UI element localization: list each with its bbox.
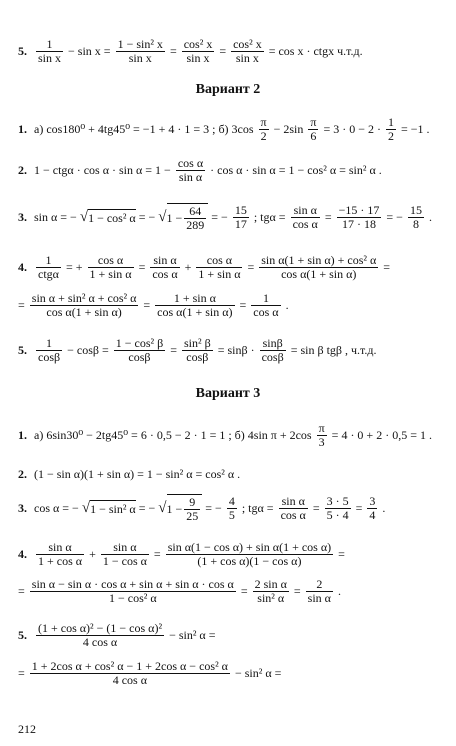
problem-number: 3. xyxy=(18,210,27,224)
problem-3-v3 xyxy=(18,494,385,523)
expression-text: = xyxy=(143,298,151,312)
problem-number: 4. xyxy=(18,260,27,274)
problem-number: 2. xyxy=(18,466,27,481)
expression-text: а) cos180⁰ + 4tg45⁰ = −1 + 4 · 1 = 3 ; б) 3cos xyxy=(34,122,254,136)
variant-2-heading: Вариант 2 xyxy=(195,82,261,97)
fraction: $\frac{\text{sin α + sin² α + cos² α}}{\text{cos α(1 + sin α)}}$ xyxy=(31,291,137,319)
problem-4-v3-line-1 xyxy=(18,541,345,568)
expression-text: а) 6sin30⁰ − 2tg45⁰ = 6 · 0,5 − 2 · 1 = 1 ; б) 4sin π + 2cos xyxy=(34,428,312,442)
expression-text: − 2sin xyxy=(273,122,304,136)
expression-text: sin α = − xyxy=(34,210,77,224)
expression-text: = xyxy=(153,547,161,561)
fraction: $\frac{15}{17}$ xyxy=(234,203,247,231)
expression-text: = −1 . xyxy=(400,122,430,136)
fraction: $\frac{-15 \cdot 17}{17 \cdot 18}$ xyxy=(338,203,380,231)
fraction: $\frac{\pi}{2}$ xyxy=(260,115,267,143)
expression-text: − cosβ = xyxy=(67,343,109,357)
expression-text: = xyxy=(18,666,25,680)
fraction: $\frac{\sin\beta}{\cos\beta}$ xyxy=(261,336,284,364)
expression-text: − sin² α = xyxy=(169,628,216,642)
problem-5-v3-line-1 xyxy=(18,622,216,649)
problem-5-v1 xyxy=(18,38,363,65)
fraction: $\frac{1}{\cos\beta}$ xyxy=(38,336,61,364)
expression-text: = sin β tgβ , ч.т.д. xyxy=(290,343,377,357)
fraction: $\frac{\text{sin α − sin α · cos α + sin α + sin α · cos α}}{\text{1 − cos² α}}$ xyxy=(31,577,234,605)
fraction: $\frac{1}{\text{sin x}}$ xyxy=(38,37,62,65)
square-root: √1 − $\frac{64}{289}$ xyxy=(158,203,208,232)
expression-text: = xyxy=(18,298,25,312)
expression-text: . xyxy=(428,210,432,224)
problem-number: 5. xyxy=(18,44,27,58)
fraction: $\frac{\text{1 − sin² x}}{\text{sin x}}$ xyxy=(117,37,163,65)
fraction: $\frac{\text{sin α}}{\text{1 − cos α}}$ xyxy=(102,540,147,568)
expression-text: = xyxy=(18,584,25,598)
expression-text: = + xyxy=(65,260,83,274)
problem-2-v3 xyxy=(18,466,240,482)
problem-4-v2-line-1 xyxy=(18,254,390,281)
expression-text: = 4 · 0 + 2 · 0,5 = 1 . xyxy=(331,428,432,442)
expression-text: = 3 · 0 − 2 · xyxy=(323,122,381,136)
fraction: $\frac{\text{sin α}}{\text{cos α}}$ xyxy=(292,203,318,231)
problem-5-v3-line-2 xyxy=(18,660,281,687)
problem-number: 1. xyxy=(18,122,27,136)
expression-text: = xyxy=(219,44,227,58)
fraction: $\frac{1}{\text{cos α}}$ xyxy=(253,291,279,319)
fraction: $\frac{\text{sin α}}{\text{cos α}}$ xyxy=(152,253,178,281)
expression-text: = xyxy=(355,501,363,515)
fraction: $\frac{\text{1 + 2cos α + cos² α − 1 + 2cos α − cos² α}}{\text{4 cos α}}$ xyxy=(31,659,228,687)
problem-number: 3. xyxy=(18,501,27,515)
expression-text: 1 − ctgα · cos α · sin α = 1 − xyxy=(34,163,171,177)
expression-text: (1 − sin α)(1 + sin α) = 1 − sin² α = cos² α . xyxy=(34,466,241,481)
expression-text: ; tgα = xyxy=(253,210,286,224)
fraction: $\frac{\text{(1 + cos α)² − (1 − cos α)²}}{\text{4 cos α}}$ xyxy=(38,621,163,649)
square-root: √1 − sin² α xyxy=(81,500,136,516)
fraction: $\frac{\text{cos² x}}{\text{sin x}}$ xyxy=(233,37,262,65)
expression-text: = xyxy=(312,501,320,515)
expression-text: = xyxy=(324,210,332,224)
fraction: $\frac{\text{sin α}}{\text{cos α}}$ xyxy=(280,494,306,522)
fraction: $\frac{\text{1 − cos² β}}{\cos\beta}$ xyxy=(115,336,164,364)
fraction: $\frac{\pi}{6}$ xyxy=(310,115,317,143)
square-root: √1 − cos² α xyxy=(79,209,136,225)
problem-4-v2-line-2 xyxy=(18,292,289,319)
fraction: $\frac{\text{sin α}}{\text{1 + cos α}}$ xyxy=(38,540,83,568)
expression-text: = − xyxy=(138,501,156,515)
fraction: $\frac{3 \cdot 5}{5 \cdot 4}$ xyxy=(326,494,349,522)
expression-text: = xyxy=(338,547,345,561)
problem-number: 5. xyxy=(18,628,27,642)
problem-3-v2 xyxy=(18,203,432,232)
expression-text: − sin² α = xyxy=(234,666,282,680)
expression-text: = − xyxy=(205,501,222,515)
expression-text: ; tgα = xyxy=(241,501,274,515)
fraction: $\frac{\text{cos α}}{\text{1 + sin α}}$ xyxy=(198,253,241,281)
expression-text: + xyxy=(89,547,96,561)
fraction: $\frac{\text{2 sin α}}{\text{sin² α}}$ xyxy=(254,577,287,605)
expression-text: = sinβ · xyxy=(217,343,255,357)
expression-text: = − xyxy=(138,210,156,224)
expression-text: . xyxy=(337,584,341,598)
expression-text: = − xyxy=(211,210,228,224)
fraction: $\frac{\text{cos² x}}{\text{sin x}}$ xyxy=(183,37,213,65)
square-root: √1 − $\frac{9}{25}$ xyxy=(158,494,202,523)
expression-text: = xyxy=(247,260,255,274)
expression-text: = xyxy=(293,584,301,598)
expression-text: = xyxy=(239,298,247,312)
expression-text: = xyxy=(240,584,248,598)
problem-number: 4. xyxy=(18,547,27,561)
expression-text: − sin x = xyxy=(68,44,111,58)
fraction: $\frac{1}{2}$ xyxy=(387,115,394,143)
expression-text: = cos x · ctgx ч.т.д. xyxy=(268,44,363,58)
problem-2-v2 xyxy=(18,157,382,184)
expression-text: = xyxy=(383,260,391,274)
fraction: $\frac{\text{cos α}}{\text{sin α}}$ xyxy=(177,156,204,184)
fraction: $\frac{3}{4}$ xyxy=(369,494,376,522)
fraction: $\frac{\text{sin² β}}{\cos\beta}$ xyxy=(184,336,211,364)
problem-number: 1. xyxy=(18,428,27,442)
expression-text: . xyxy=(285,298,289,312)
expression-text: = − xyxy=(386,210,403,224)
expression-text: cos α = − xyxy=(34,501,79,515)
fraction: $\frac{\text{sin α(1 + sin α) + cos² α}}{\text{cos α(1 + sin α)}}$ xyxy=(261,253,377,281)
expression-text: = xyxy=(138,260,146,274)
variant-3-heading: Вариант 3 xyxy=(195,386,261,401)
fraction: $\frac{\text{sin α(1 − cos α) + sin α(1 + cos α)}}{\text{(1 + cos α)(1 − cos α)}}$ xyxy=(167,540,332,568)
problem-number: 5. xyxy=(18,343,27,357)
fraction: $\frac{\text{1 + sin α}}{\text{cos α(1 + sin α)}}$ xyxy=(157,291,233,319)
expression-text: · cos α · sin α = 1 − cos² α = sin² α . xyxy=(210,163,382,177)
fraction: $\frac{15}{8}$ xyxy=(409,203,422,231)
problem-1-v3 xyxy=(18,422,432,449)
page-number: 212 xyxy=(18,722,36,736)
fraction: $\frac{\pi}{3}$ xyxy=(318,421,325,449)
problem-4-v3-line-2 xyxy=(18,578,341,605)
fraction: $\frac{2}{\text{sin α}}$ xyxy=(307,577,331,605)
problem-5-v2 xyxy=(18,337,377,364)
problem-1-v2 xyxy=(18,116,430,143)
fraction: $\frac{1}{\text{ctgα}}$ xyxy=(38,253,59,281)
expression-text: = xyxy=(169,44,177,58)
expression-text: = xyxy=(170,343,177,357)
problem-number: 2. xyxy=(18,163,27,177)
fraction: $\frac{4}{5}$ xyxy=(228,494,235,522)
expression-text: . xyxy=(382,501,386,515)
fraction: $\frac{\text{cos α}}{\text{1 + sin α}}$ xyxy=(89,253,132,281)
expression-text: + xyxy=(184,260,192,274)
